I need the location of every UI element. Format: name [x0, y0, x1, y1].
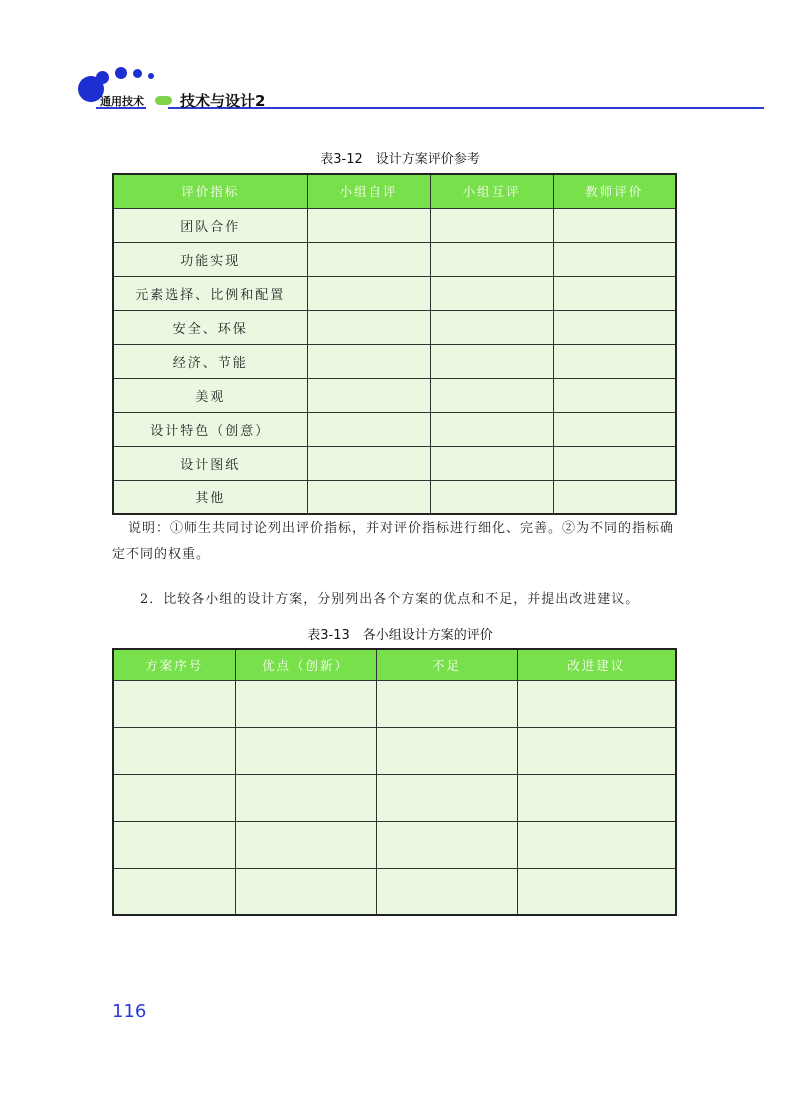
table-note: 说明：①师生共同讨论列出评价指标，并对评价指标进行细化、完善。②为不同的指标确定不同的权重。: [112, 521, 675, 562]
entry-cell[interactable]: [376, 821, 517, 868]
col-header: 小组互评: [430, 174, 553, 208]
table-row: [113, 480, 676, 514]
score-cell[interactable]: [307, 208, 430, 242]
decor-dot-small-2: [133, 69, 142, 78]
entry-cell[interactable]: [113, 680, 235, 727]
score-cell[interactable]: [430, 242, 553, 276]
table-row: [113, 727, 676, 774]
table2-caption: 表3-13 各小组设计方案的评价: [307, 628, 493, 643]
entry-cell[interactable]: [235, 868, 376, 915]
score-cell[interactable]: [553, 480, 676, 514]
criterion-cell: 元素选择、比例和配置: [113, 276, 307, 310]
col-header: 小组自评: [307, 174, 430, 208]
page-number: 116: [112, 1001, 147, 1022]
criterion-cell: 安全、环保: [113, 310, 307, 344]
entry-cell[interactable]: [517, 821, 676, 868]
criterion-cell: 美观: [113, 378, 307, 412]
entry-cell[interactable]: [517, 868, 676, 915]
scheme-evaluation-table: [112, 648, 677, 916]
criterion-cell: 设计图纸: [113, 446, 307, 480]
score-cell[interactable]: [307, 344, 430, 378]
entry-cell[interactable]: [235, 727, 376, 774]
score-cell[interactable]: [430, 208, 553, 242]
brand-label: 通用技术: [100, 95, 144, 108]
col-header: 不足: [376, 649, 517, 680]
table-row: [113, 344, 676, 378]
score-cell[interactable]: [307, 480, 430, 514]
score-cell[interactable]: [553, 276, 676, 310]
criterion-cell: 其他: [113, 480, 307, 514]
col-header: 教师评价: [553, 174, 676, 208]
entry-cell[interactable]: [113, 774, 235, 821]
table-row: [113, 821, 676, 868]
entry-cell[interactable]: [517, 680, 676, 727]
score-cell[interactable]: [307, 378, 430, 412]
table-row: [113, 412, 676, 446]
decor-dot-medium: [96, 71, 109, 84]
score-cell[interactable]: [430, 446, 553, 480]
col-header: 评价指标: [113, 174, 307, 208]
score-cell[interactable]: [430, 310, 553, 344]
decor-dot-tiny: [148, 73, 154, 79]
score-cell[interactable]: [553, 242, 676, 276]
entry-cell[interactable]: [235, 680, 376, 727]
score-cell[interactable]: [553, 344, 676, 378]
table-row: [113, 774, 676, 821]
score-cell[interactable]: [430, 344, 553, 378]
entry-cell[interactable]: [376, 774, 517, 821]
table-header-row: [113, 649, 676, 680]
criterion-cell: 功能实现: [113, 242, 307, 276]
score-cell[interactable]: [553, 310, 676, 344]
instruction-paragraph: 2．比较各小组的设计方案，分别列出各个方案的优点和不足，并提出改进建议。: [140, 592, 640, 607]
book-title: 技术与设计2: [180, 92, 266, 110]
entry-cell[interactable]: [235, 774, 376, 821]
table-row: [113, 680, 676, 727]
score-cell[interactable]: [430, 412, 553, 446]
evaluation-reference-table: [112, 173, 677, 515]
table-header-row: [113, 174, 676, 208]
entry-cell[interactable]: [376, 727, 517, 774]
score-cell[interactable]: [553, 208, 676, 242]
entry-cell[interactable]: [113, 868, 235, 915]
entry-cell[interactable]: [376, 680, 517, 727]
criterion-cell: 设计特色（创意）: [113, 412, 307, 446]
entry-cell[interactable]: [235, 821, 376, 868]
score-cell[interactable]: [553, 446, 676, 480]
table-row: [113, 868, 676, 915]
col-header: 改进建议: [517, 649, 676, 680]
score-cell[interactable]: [553, 378, 676, 412]
table-row: [113, 276, 676, 310]
table-row: [113, 446, 676, 480]
entry-cell[interactable]: [517, 774, 676, 821]
criterion-cell: 团队合作: [113, 208, 307, 242]
score-cell[interactable]: [307, 276, 430, 310]
edition-badge: [155, 96, 172, 105]
score-cell[interactable]: [307, 242, 430, 276]
score-cell[interactable]: [307, 310, 430, 344]
score-cell[interactable]: [553, 412, 676, 446]
col-header: 方案序号: [113, 649, 235, 680]
score-cell[interactable]: [430, 480, 553, 514]
score-cell[interactable]: [307, 412, 430, 446]
criterion-cell: 经济、节能: [113, 344, 307, 378]
score-cell[interactable]: [307, 446, 430, 480]
table-row: [113, 208, 676, 242]
table-row: [113, 310, 676, 344]
entry-cell[interactable]: [113, 821, 235, 868]
table-row: [113, 242, 676, 276]
entry-cell[interactable]: [517, 727, 676, 774]
col-header: 优点（创新）: [235, 649, 376, 680]
score-cell[interactable]: [430, 276, 553, 310]
entry-cell[interactable]: [376, 868, 517, 915]
score-cell[interactable]: [430, 378, 553, 412]
page-header: [0, 0, 800, 120]
entry-cell[interactable]: [113, 727, 235, 774]
table1-caption: 表3-12 设计方案评价参考: [320, 152, 480, 167]
decor-dot-small: [115, 67, 127, 79]
table-row: [113, 378, 676, 412]
